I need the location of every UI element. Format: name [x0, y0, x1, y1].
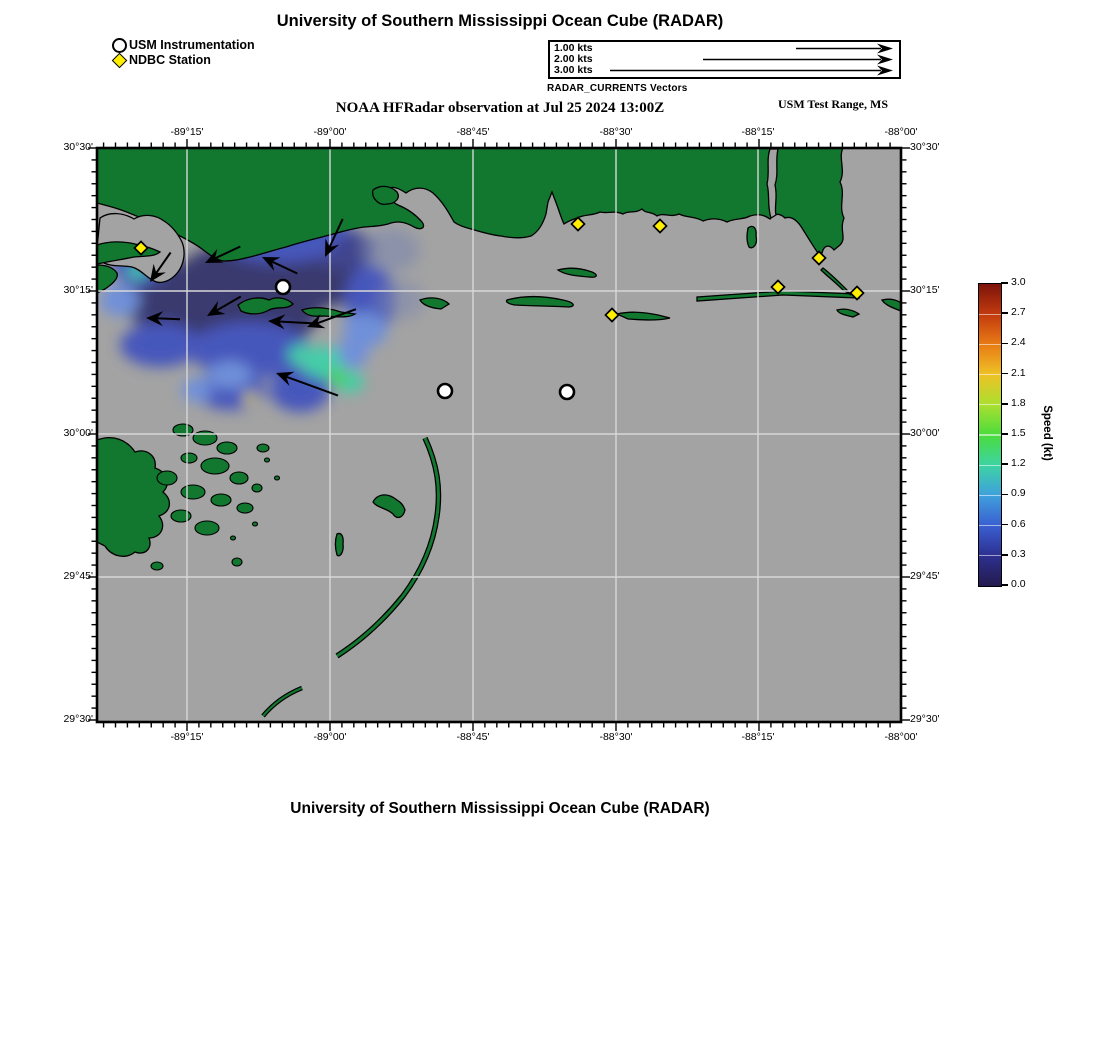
colorbar-gridline	[979, 404, 1001, 405]
ndbc-station-icon	[112, 53, 128, 69]
colorbar-tick-label: 1.2	[1011, 457, 1026, 470]
colorbar-tick	[1001, 343, 1008, 345]
colorbar-tick-label: 2.7	[1011, 306, 1026, 319]
lon-tick-label: -88°45'	[456, 731, 490, 743]
vector-scale-label: 1.00 kts	[554, 42, 593, 54]
lon-tick-label: -88°15'	[741, 126, 775, 138]
lon-tick-label: -89°00'	[313, 731, 347, 743]
colorbar	[978, 283, 1002, 587]
lat-tick-label: 29°30'	[910, 713, 940, 725]
lat-tick-label: 30°00'	[63, 427, 93, 439]
colorbar-gridline	[979, 374, 1001, 375]
colorbar-tick-label: 1.5	[1011, 427, 1026, 439]
colorbar-tick	[1001, 463, 1008, 465]
vector-scale-row	[554, 43, 899, 54]
colorbar-gridline	[979, 465, 1001, 466]
colorbar-gridline	[979, 495, 1001, 496]
colorbar-tick	[1001, 554, 1008, 556]
colorbar-tick-label: 1.8	[1011, 396, 1026, 409]
colorbar-tick-label: 0.9	[1011, 487, 1026, 500]
lat-tick-label: 30°15'	[63, 284, 93, 296]
colorbar-tick	[1001, 403, 1008, 405]
lon-tick-label: -88°00'	[884, 126, 918, 138]
colorbar-tick-label: 0.3	[1011, 547, 1026, 560]
bottom-title: University of Southern Mississippi Ocean Cube (RADAR)	[290, 800, 710, 817]
colorbar-tick-label: 0.6	[1011, 517, 1026, 530]
observation-subtitle: NOAA HFRadar observation at Jul 25 2024 13:00Z	[335, 100, 665, 116]
lon-tick-label: -88°30'	[599, 731, 633, 743]
map	[85, 136, 915, 734]
vector-scale-caption: RADAR_CURRENTS Vectors	[547, 83, 688, 94]
lat-tick-label: 30°15'	[910, 284, 940, 296]
vector-scale-row	[554, 54, 899, 65]
vector-scale-arrow	[609, 43, 895, 54]
vector-scale-label: 3.00 kts	[554, 64, 593, 76]
vector-scale-row	[554, 65, 899, 76]
lon-tick-label: -88°30'	[599, 126, 633, 138]
lon-tick-label: -89°15'	[170, 731, 204, 743]
colorbar-tick	[1001, 524, 1008, 526]
vector-scale-arrow	[609, 65, 895, 76]
colorbar-tick	[1001, 433, 1008, 435]
colorbar-tick	[1001, 373, 1008, 375]
vector-scale-box	[548, 40, 901, 79]
island	[373, 186, 399, 204]
vector-scale-label: 2.00 kts	[554, 53, 593, 65]
lat-tick-label: 29°45'	[910, 570, 940, 582]
lon-tick-label: -88°45'	[456, 126, 490, 138]
colorbar-tick	[1001, 584, 1008, 586]
colorbar-gridline	[979, 434, 1001, 435]
lat-tick-label: 30°30'	[63, 141, 93, 153]
lon-tick-label: -88°00'	[884, 731, 918, 743]
usm-instrumentation-marker	[560, 385, 574, 399]
colorbar-gridline	[979, 525, 1001, 526]
lat-tick-label: 29°30'	[63, 713, 93, 725]
colorbar-tick	[1001, 494, 1008, 496]
colorbar-tick-label: 2.1	[1011, 366, 1026, 379]
colorbar-tick-label: 2.4	[1011, 336, 1026, 349]
legend-usm-label: USM Instrumentation	[129, 38, 255, 52]
colorbar-gridline	[979, 314, 1001, 315]
island	[747, 226, 756, 247]
usm-instrumentation-icon	[112, 38, 127, 53]
colorbar-gridline	[979, 344, 1001, 345]
lat-tick-label: 29°45'	[63, 570, 93, 582]
colorbar-tick	[1001, 312, 1008, 314]
colorbar-tick-label: 0.0	[1011, 578, 1026, 590]
lat-tick-label: 30°00'	[910, 427, 940, 439]
lon-tick-label: -88°15'	[741, 731, 775, 743]
vector-scale-arrow	[609, 54, 895, 65]
colorbar-tick	[1001, 282, 1008, 284]
legend-ndbc-label: NDBC Station	[129, 53, 211, 67]
lon-tick-label: -89°15'	[170, 126, 204, 138]
colorbar-tick-label: 3.0	[1011, 276, 1026, 288]
lon-tick-label: -89°00'	[313, 126, 347, 138]
colorbar-axis-label: Speed (kt)	[1041, 405, 1053, 461]
page-title: University of Southern Mississippi Ocean Cube (RADAR)	[276, 12, 724, 30]
colorbar-gridline	[979, 555, 1001, 556]
lat-tick-label: 30°30'	[910, 141, 940, 153]
region-label: USM Test Range, MS	[777, 97, 888, 111]
usm-instrumentation-marker	[276, 280, 290, 294]
usm-instrumentation-marker	[438, 384, 452, 398]
island	[336, 533, 344, 555]
